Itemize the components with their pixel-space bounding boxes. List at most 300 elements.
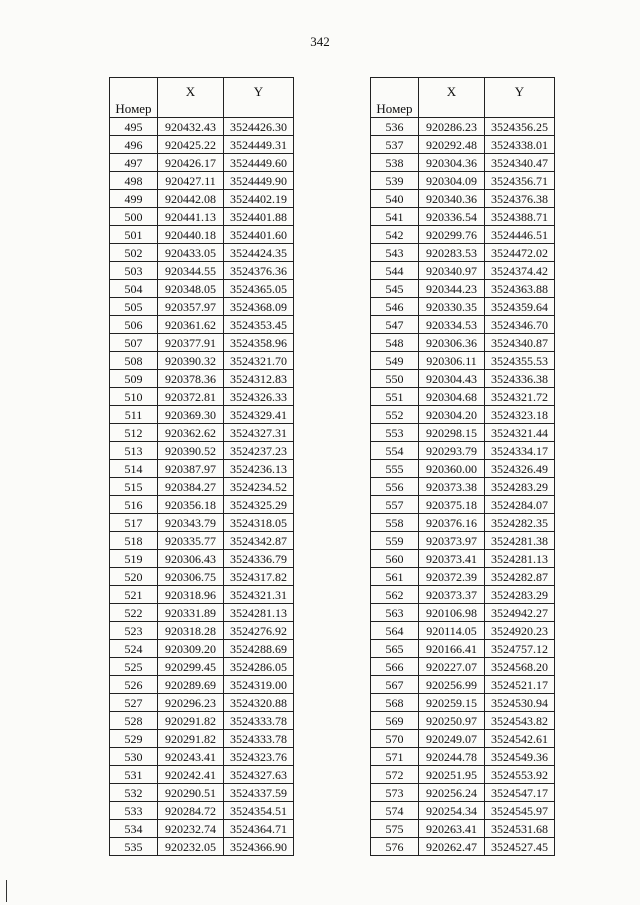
cell-number: 511 (110, 406, 158, 424)
table-row (110, 388, 294, 406)
table-row (371, 838, 555, 856)
table-row (110, 442, 294, 460)
table-row (371, 730, 555, 748)
cell-x: 920369.30 (158, 406, 224, 424)
cell-number: 536 (371, 118, 419, 136)
cell-number: 529 (110, 730, 158, 748)
cell-y: 3524334.17 (485, 442, 555, 460)
cell-x: 920372.81 (158, 388, 224, 406)
cell-x: 920441.13 (158, 208, 224, 226)
cell-y: 3524319.00 (224, 676, 294, 694)
cell-number: 499 (110, 190, 158, 208)
cell-number: 495 (110, 118, 158, 136)
cell-x: 920334.53 (419, 316, 485, 334)
cell-y: 3524317.82 (224, 568, 294, 586)
cell-x: 920384.27 (158, 478, 224, 496)
cell-x: 920291.82 (158, 712, 224, 730)
cell-number: 564 (371, 622, 419, 640)
cell-y: 3524286.05 (224, 658, 294, 676)
cell-y: 3524356.25 (485, 118, 555, 136)
cell-y: 3524401.60 (224, 226, 294, 244)
cell-y: 3524281.38 (485, 532, 555, 550)
cell-y: 3524336.38 (485, 370, 555, 388)
cell-y: 3524326.33 (224, 388, 294, 406)
cell-x: 920427.11 (158, 172, 224, 190)
cell-number: 540 (371, 190, 419, 208)
cell-number: 542 (371, 226, 419, 244)
cell-y: 3524325.29 (224, 496, 294, 514)
table-row (371, 820, 555, 838)
cell-number: 539 (371, 172, 419, 190)
table-row (110, 334, 294, 352)
cell-y: 3524424.35 (224, 244, 294, 262)
cell-x: 920283.53 (419, 244, 485, 262)
table-row (110, 244, 294, 262)
cell-x: 920262.47 (419, 838, 485, 856)
cell-x: 920243.41 (158, 748, 224, 766)
table-row (371, 658, 555, 676)
cell-x: 920378.36 (158, 370, 224, 388)
cell-number: 518 (110, 532, 158, 550)
cell-number: 569 (371, 712, 419, 730)
cell-number: 519 (110, 550, 158, 568)
cell-x: 920242.41 (158, 766, 224, 784)
cell-number: 562 (371, 586, 419, 604)
cell-y: 3524326.49 (485, 460, 555, 478)
table-row (371, 676, 555, 694)
cell-y: 3524353.45 (224, 316, 294, 334)
table-row (371, 298, 555, 316)
cell-y: 3524338.01 (485, 136, 555, 154)
table-row (371, 460, 555, 478)
cell-x: 920284.72 (158, 802, 224, 820)
coordinates-table-right (370, 77, 555, 856)
cell-x: 920318.28 (158, 622, 224, 640)
cell-number: 566 (371, 658, 419, 676)
table-row (110, 586, 294, 604)
cell-x: 920304.09 (419, 172, 485, 190)
cell-x: 920304.20 (419, 406, 485, 424)
cell-number: 523 (110, 622, 158, 640)
cell-number: 548 (371, 334, 419, 352)
cell-y: 3524342.87 (224, 532, 294, 550)
table-row (371, 316, 555, 334)
cell-x: 920335.77 (158, 532, 224, 550)
cell-number: 563 (371, 604, 419, 622)
cell-x: 920387.97 (158, 460, 224, 478)
table-row (371, 334, 555, 352)
cell-x: 920306.75 (158, 568, 224, 586)
cell-number: 547 (371, 316, 419, 334)
table-row (110, 496, 294, 514)
header-x: X (158, 78, 224, 118)
cell-number: 506 (110, 316, 158, 334)
cell-y: 3524568.20 (485, 658, 555, 676)
cell-number: 561 (371, 568, 419, 586)
cell-x: 920362.62 (158, 424, 224, 442)
table-row (371, 352, 555, 370)
table-row (371, 784, 555, 802)
table-row (110, 748, 294, 766)
table-row (110, 118, 294, 136)
table-row (371, 586, 555, 604)
table-row (371, 406, 555, 424)
table-row (110, 460, 294, 478)
header-x: X (419, 78, 485, 118)
cell-x: 920372.39 (419, 568, 485, 586)
cell-y: 3524543.82 (485, 712, 555, 730)
cell-number: 535 (110, 838, 158, 856)
cell-y: 3524346.70 (485, 316, 555, 334)
cell-y: 3524329.41 (224, 406, 294, 424)
cell-x: 920340.97 (419, 262, 485, 280)
cell-number: 545 (371, 280, 419, 298)
cell-number: 527 (110, 694, 158, 712)
cell-y: 3524366.90 (224, 838, 294, 856)
cell-x: 920377.91 (158, 334, 224, 352)
cell-y: 3524327.63 (224, 766, 294, 784)
cell-x: 920254.34 (419, 802, 485, 820)
table-row (371, 604, 555, 622)
cell-x: 920432.43 (158, 118, 224, 136)
cell-number: 538 (371, 154, 419, 172)
cell-y: 3524531.68 (485, 820, 555, 838)
cell-number: 522 (110, 604, 158, 622)
cell-number: 513 (110, 442, 158, 460)
cell-x: 920299.45 (158, 658, 224, 676)
table-row (110, 568, 294, 586)
cell-x: 920250.97 (419, 712, 485, 730)
cell-number: 520 (110, 568, 158, 586)
cell-y: 3524281.13 (224, 604, 294, 622)
cell-number: 546 (371, 298, 419, 316)
cell-y: 3524549.36 (485, 748, 555, 766)
cell-y: 3524340.87 (485, 334, 555, 352)
table-row (110, 802, 294, 820)
table-row (110, 262, 294, 280)
cell-x: 920375.18 (419, 496, 485, 514)
cell-number: 507 (110, 334, 158, 352)
table-row (371, 244, 555, 262)
cell-number: 502 (110, 244, 158, 262)
cell-x: 920232.05 (158, 838, 224, 856)
cell-number: 575 (371, 820, 419, 838)
cell-x: 920318.96 (158, 586, 224, 604)
cell-y: 3524942.27 (485, 604, 555, 622)
cell-x: 920373.38 (419, 478, 485, 496)
cell-y: 3524472.02 (485, 244, 555, 262)
cell-y: 3524530.94 (485, 694, 555, 712)
cell-number: 555 (371, 460, 419, 478)
cell-number: 514 (110, 460, 158, 478)
cell-y: 3524363.88 (485, 280, 555, 298)
cell-x: 920373.97 (419, 532, 485, 550)
cell-y: 3524374.42 (485, 262, 555, 280)
cell-x: 920343.79 (158, 514, 224, 532)
table-row (371, 712, 555, 730)
cell-x: 920356.18 (158, 496, 224, 514)
table-row (371, 478, 555, 496)
cell-y: 3524359.64 (485, 298, 555, 316)
cell-number: 496 (110, 136, 158, 154)
page-number: 342 (310, 34, 330, 49)
cell-number: 572 (371, 766, 419, 784)
cell-number: 560 (371, 550, 419, 568)
cell-number: 515 (110, 478, 158, 496)
table-row (110, 154, 294, 172)
cell-x: 920166.41 (419, 640, 485, 658)
cell-x: 920376.16 (419, 514, 485, 532)
cell-y: 3524446.51 (485, 226, 555, 244)
cell-number: 570 (371, 730, 419, 748)
header-row (371, 78, 555, 118)
cell-x: 920304.43 (419, 370, 485, 388)
coordinates-table-left (109, 77, 294, 856)
cell-number: 516 (110, 496, 158, 514)
cell-y: 3524527.45 (485, 838, 555, 856)
table-row (110, 640, 294, 658)
table-row (110, 514, 294, 532)
cell-number: 532 (110, 784, 158, 802)
cell-number: 505 (110, 298, 158, 316)
cell-y: 3524920.23 (485, 622, 555, 640)
cell-y: 3524323.18 (485, 406, 555, 424)
table-row (371, 496, 555, 514)
cell-y: 3524354.51 (224, 802, 294, 820)
cell-x: 920304.68 (419, 388, 485, 406)
header-number: Номер (110, 78, 158, 118)
table-row (371, 640, 555, 658)
table-row (371, 550, 555, 568)
header-y: Y (485, 78, 555, 118)
cell-x: 920336.54 (419, 208, 485, 226)
cell-number: 558 (371, 514, 419, 532)
cell-y: 3524376.38 (485, 190, 555, 208)
cell-y: 3524276.92 (224, 622, 294, 640)
table-row (110, 406, 294, 424)
cell-number: 549 (371, 352, 419, 370)
cell-x: 920348.05 (158, 280, 224, 298)
cell-number: 537 (371, 136, 419, 154)
table-row (110, 316, 294, 334)
cell-number: 531 (110, 766, 158, 784)
cell-y: 3524364.71 (224, 820, 294, 838)
cell-x: 920291.82 (158, 730, 224, 748)
cell-y: 3524521.17 (485, 676, 555, 694)
cell-x: 920256.99 (419, 676, 485, 694)
cell-number: 517 (110, 514, 158, 532)
cell-y: 3524356.71 (485, 172, 555, 190)
table-row (110, 676, 294, 694)
cell-y: 3524323.76 (224, 748, 294, 766)
table-row (110, 370, 294, 388)
table-row (371, 154, 555, 172)
cell-x: 920296.23 (158, 694, 224, 712)
cell-number: 574 (371, 802, 419, 820)
cell-number: 498 (110, 172, 158, 190)
cell-y: 3524368.09 (224, 298, 294, 316)
cell-y: 3524312.83 (224, 370, 294, 388)
cell-x: 920244.78 (419, 748, 485, 766)
cell-y: 3524320.88 (224, 694, 294, 712)
cell-x: 920306.11 (419, 352, 485, 370)
cell-y: 3524547.17 (485, 784, 555, 802)
table-row (110, 820, 294, 838)
cell-x: 920390.52 (158, 442, 224, 460)
table-row (371, 226, 555, 244)
table-row (110, 784, 294, 802)
cell-number: 559 (371, 532, 419, 550)
cell-y: 3524321.70 (224, 352, 294, 370)
cell-x: 920259.15 (419, 694, 485, 712)
cell-x: 920425.22 (158, 136, 224, 154)
cell-x: 920306.43 (158, 550, 224, 568)
cell-number: 500 (110, 208, 158, 226)
cell-number: 544 (371, 262, 419, 280)
cell-y: 3524234.52 (224, 478, 294, 496)
cell-x: 920344.23 (419, 280, 485, 298)
cell-number: 533 (110, 802, 158, 820)
table-row (371, 514, 555, 532)
cell-x: 920340.36 (419, 190, 485, 208)
cell-y: 3524321.72 (485, 388, 555, 406)
table-row (110, 838, 294, 856)
cell-y: 3524327.31 (224, 424, 294, 442)
cell-number: 551 (371, 388, 419, 406)
cell-y: 3524449.60 (224, 154, 294, 172)
cell-y: 3524237.23 (224, 442, 294, 460)
cell-x: 920289.69 (158, 676, 224, 694)
scan-margin-mark (6, 880, 7, 902)
cell-x: 920433.05 (158, 244, 224, 262)
cell-x: 920373.37 (419, 586, 485, 604)
cell-x: 920390.32 (158, 352, 224, 370)
cell-number: 553 (371, 424, 419, 442)
cell-number: 543 (371, 244, 419, 262)
cell-x: 920232.74 (158, 820, 224, 838)
table-row (371, 442, 555, 460)
cell-x: 920306.36 (419, 334, 485, 352)
cell-y: 3524283.29 (485, 478, 555, 496)
cell-y: 3524282.35 (485, 514, 555, 532)
cell-x: 920114.05 (419, 622, 485, 640)
cell-y: 3524355.53 (485, 352, 555, 370)
table-row (371, 370, 555, 388)
table-row (110, 424, 294, 442)
table-row (371, 208, 555, 226)
cell-x: 920361.62 (158, 316, 224, 334)
cell-x: 920304.36 (419, 154, 485, 172)
cell-x: 920293.79 (419, 442, 485, 460)
cell-number: 557 (371, 496, 419, 514)
cell-y: 3524336.79 (224, 550, 294, 568)
cell-y: 3524333.78 (224, 712, 294, 730)
table-row (110, 712, 294, 730)
cell-x: 920263.41 (419, 820, 485, 838)
table-row (371, 388, 555, 406)
cell-number: 565 (371, 640, 419, 658)
cell-x: 920290.51 (158, 784, 224, 802)
cell-number: 573 (371, 784, 419, 802)
cell-x: 920330.35 (419, 298, 485, 316)
cell-y: 3524318.05 (224, 514, 294, 532)
cell-number: 550 (371, 370, 419, 388)
table-row (110, 622, 294, 640)
cell-number: 521 (110, 586, 158, 604)
cell-number: 497 (110, 154, 158, 172)
cell-y: 3524542.61 (485, 730, 555, 748)
table-row (110, 280, 294, 298)
table-row (371, 190, 555, 208)
cell-x: 920373.41 (419, 550, 485, 568)
cell-number: 504 (110, 280, 158, 298)
table-row (371, 118, 555, 136)
cell-x: 920309.20 (158, 640, 224, 658)
table-row (371, 136, 555, 154)
table-row (110, 766, 294, 784)
table-row (371, 694, 555, 712)
cell-number: 568 (371, 694, 419, 712)
cell-x: 920344.55 (158, 262, 224, 280)
cell-x: 920357.97 (158, 298, 224, 316)
cell-x: 920298.15 (419, 424, 485, 442)
table-row (110, 208, 294, 226)
cell-y: 3524284.07 (485, 496, 555, 514)
table-row (110, 604, 294, 622)
cell-number: 556 (371, 478, 419, 496)
cell-number: 528 (110, 712, 158, 730)
cell-number: 530 (110, 748, 158, 766)
cell-x: 920360.00 (419, 460, 485, 478)
cell-x: 920249.07 (419, 730, 485, 748)
cell-y: 3524337.59 (224, 784, 294, 802)
cell-y: 3524365.05 (224, 280, 294, 298)
cell-y: 3524402.19 (224, 190, 294, 208)
cell-number: 534 (110, 820, 158, 838)
table-row (110, 694, 294, 712)
cell-x: 920251.95 (419, 766, 485, 784)
cell-x: 920442.08 (158, 190, 224, 208)
cell-y: 3524553.92 (485, 766, 555, 784)
table-row (110, 532, 294, 550)
table-row (110, 172, 294, 190)
cell-number: 554 (371, 442, 419, 460)
table-row (110, 658, 294, 676)
cell-number: 552 (371, 406, 419, 424)
cell-y: 3524426.30 (224, 118, 294, 136)
table-row (371, 748, 555, 766)
cell-number: 567 (371, 676, 419, 694)
cell-number: 510 (110, 388, 158, 406)
table-row (110, 226, 294, 244)
cell-y: 3524281.13 (485, 550, 555, 568)
cell-y: 3524236.13 (224, 460, 294, 478)
cell-number: 509 (110, 370, 158, 388)
cell-x: 920299.76 (419, 226, 485, 244)
cell-y: 3524449.90 (224, 172, 294, 190)
cell-y: 3524321.31 (224, 586, 294, 604)
cell-x: 920426.17 (158, 154, 224, 172)
cell-x: 920440.18 (158, 226, 224, 244)
table-row (371, 280, 555, 298)
cell-y: 3524340.47 (485, 154, 555, 172)
table-row (110, 190, 294, 208)
cell-x: 920256.24 (419, 784, 485, 802)
cell-y: 3524376.36 (224, 262, 294, 280)
cell-y: 3524288.69 (224, 640, 294, 658)
cell-y: 3524321.44 (485, 424, 555, 442)
table-row (110, 478, 294, 496)
